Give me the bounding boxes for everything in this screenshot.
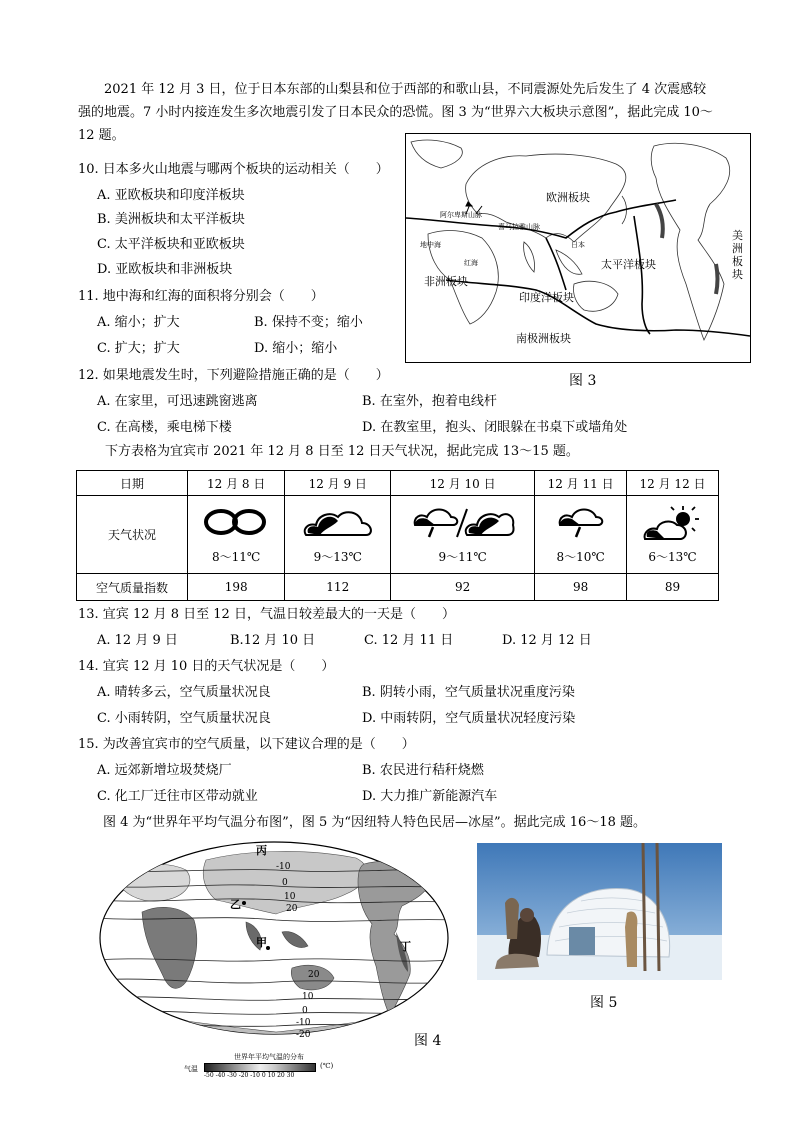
figure3-caption: 图 3	[569, 373, 597, 389]
label-red-sea: 红海	[464, 259, 478, 267]
q11-option-b[interactable]: B. 保持不变；缩小	[254, 315, 363, 330]
q13-stem: 13. 宜宾 12 月 8 日至 12 日，气温日较差最大的一天是（ ）	[78, 607, 455, 622]
isotherm-label: 10	[302, 992, 314, 1002]
label-jia: 甲	[256, 936, 267, 949]
isotherm-label: 20	[308, 970, 320, 980]
label-antarctic-plate: 南极洲板块	[516, 332, 571, 345]
temperature-map	[96, 840, 452, 1050]
label-pacific-plate: 太平洋板块	[601, 258, 656, 271]
temp-range: 6～13℃	[648, 549, 697, 564]
q10-option-c[interactable]: C. 太平洋板块和亚欧板块	[97, 237, 245, 252]
q10-stem: 10. 日本多火山地震与哪两个板块的运动相关（ ）	[78, 162, 389, 177]
label-himalaya: 喜马拉雅山脉	[498, 223, 540, 231]
q10-option-a[interactable]: A. 亚欧板块和印度洋板块	[97, 188, 245, 203]
label-america-3: 板	[732, 255, 743, 268]
haze-icon	[201, 505, 271, 539]
aqi-cell: 98	[535, 574, 627, 601]
label-america-1: 美	[732, 229, 743, 242]
label-japan: 日本	[571, 241, 585, 249]
q11-option-c[interactable]: C. 扩大；扩大	[97, 341, 180, 356]
q10-option-b[interactable]: B. 美洲板块和太平洋板块	[97, 212, 245, 227]
legend-ticks: -50 -40 -30 -20 -10 0 10 20 30	[204, 1072, 295, 1079]
figure5-caption: 图 5	[590, 995, 618, 1011]
q13-option-b[interactable]: B.12 月 10 日	[230, 633, 316, 648]
partly-cloudy-icon	[641, 505, 705, 543]
weather-cell	[188, 496, 285, 574]
label-indian-plate: 印度洋板块	[519, 291, 574, 304]
weather-cell	[535, 496, 627, 574]
q12-stem: 12. 如果地震发生时，下列避险措施正确的是（ ）	[78, 368, 389, 383]
aqi-cell: 198	[188, 574, 285, 601]
q15-option-a[interactable]: A. 远郊新增垃圾焚烧厂	[97, 763, 232, 778]
temp-range: 9～13℃	[313, 549, 362, 564]
label-alps: 阿尔卑斯山脉	[440, 211, 482, 219]
plates-map	[405, 133, 751, 363]
label-america-4: 块	[732, 268, 743, 281]
isotherm-label: -20	[296, 1030, 311, 1040]
q14-option-b[interactable]: B. 阴转小雨，空气质量状况重度污染	[362, 685, 575, 700]
q11-option-d[interactable]: D. 缩小；缩小	[254, 341, 338, 356]
date-cell: 12 月 11 日	[535, 471, 627, 496]
label-america-2: 洲	[732, 242, 743, 255]
q14-option-d[interactable]: D. 中雨转阴，空气质量状况轻度污染	[362, 711, 576, 726]
legend-title: 世界年平均气温的分布	[234, 1053, 304, 1061]
header-date: 日期	[77, 471, 188, 496]
cloudy-icon	[300, 505, 376, 539]
aqi-cell: 92	[391, 574, 535, 601]
light-rain-to-cloudy-icon	[411, 505, 515, 539]
q13-option-c[interactable]: C. 12 月 11 日	[364, 633, 454, 648]
date-cell: 12 月 9 日	[285, 471, 391, 496]
igloo-photo	[477, 843, 722, 980]
figures-intro: 图 4 为“世界年平均气温分布图”，图 5 为“因纽特人特色民居—冰屋”。据此完成 16～18 题。	[103, 815, 647, 830]
date-cell: 12 月 8 日	[188, 471, 285, 496]
label-ding: 丁	[400, 940, 411, 953]
q14-option-c[interactable]: C. 小雨转阴，空气质量状况良	[97, 711, 271, 726]
intro-paragraph: 2021 年 12 月 3 日，位于日本东部的山梨县和位于西部的和歌山县，不同震源处先后发生了 4 次震感较强的地震。7 小时内接连发生多次地震引发了日本民众的恐慌。图 3 为“世界六大板块示意图”，据此完成 10～12 题。	[78, 82, 713, 143]
aqi-cell: 112	[285, 574, 391, 601]
q12-option-b[interactable]: B. 在室外，抱着电线杆	[362, 394, 497, 409]
isotherm-label: -10	[276, 862, 291, 872]
q12-option-d[interactable]: D. 在教室里，抱头、闭眼躲在书桌下或墙角处	[362, 420, 628, 435]
weather-intro: 下方表格为宜宾市 2021 年 12 月 8 日至 12 日天气状况，据此完成 13～15 题。	[105, 444, 579, 459]
q12-option-a[interactable]: A. 在家里，可迅速跳窗逃离	[97, 394, 258, 409]
weather-table	[76, 470, 719, 601]
temp-range: 8～10℃	[556, 549, 605, 564]
label-bing: 丙	[256, 844, 267, 857]
q10-option-d[interactable]: D. 亚欧板块和非洲板块	[97, 262, 233, 277]
isotherm-label: 0	[282, 878, 288, 888]
label-yi: 乙	[230, 898, 241, 911]
date-cell: 12 月 12 日	[627, 471, 719, 496]
q15-option-d[interactable]: D. 大力推广新能源汽车	[362, 789, 498, 804]
q12-option-c[interactable]: C. 在高楼，乘电梯下楼	[97, 420, 232, 435]
temperature-map-svg	[96, 840, 452, 1050]
legend-unit: (℃)	[320, 1062, 334, 1070]
aqi-cell: 89	[627, 574, 719, 601]
q11-stem: 11. 地中海和红海的面积将分别会（ ）	[78, 289, 324, 304]
header-aqi: 空气质量指数	[77, 574, 188, 601]
figure4-caption: 图 4	[414, 1033, 442, 1049]
label-eurasian-plate: 欧洲板块	[546, 191, 590, 204]
isotherm-label: 0	[302, 1006, 308, 1016]
temp-range: 9～11℃	[438, 549, 487, 564]
weather-cell	[285, 496, 391, 574]
q15-option-c[interactable]: C. 化工厂迁往市区带动就业	[97, 789, 258, 804]
q15-option-b[interactable]: B. 农民进行秸秆烧燃	[362, 763, 484, 778]
weather-cell	[391, 496, 535, 574]
header-weather: 天气状况	[77, 496, 188, 574]
q13-option-a[interactable]: A. 12 月 9 日	[97, 633, 178, 648]
light-rain-icon	[556, 505, 606, 539]
date-cell: 12 月 10 日	[391, 471, 535, 496]
isotherm-label: 10	[284, 892, 296, 902]
q14-stem: 14. 宜宾 12 月 10 日的天气状况是（ ）	[78, 659, 335, 674]
legend-gradient-bar	[204, 1063, 316, 1072]
temp-range: 8～11℃	[212, 549, 261, 564]
isotherm-label: -10	[296, 1018, 311, 1028]
isotherm-label: 20	[286, 904, 298, 914]
q14-option-a[interactable]: A. 晴转多云，空气质量状况良	[97, 685, 271, 700]
weather-cell	[627, 496, 719, 574]
q11-option-a[interactable]: A. 缩小；扩大	[97, 315, 180, 330]
label-african-plate: 非洲板块	[424, 275, 468, 288]
igloo-photo-svg	[477, 843, 722, 980]
q15-stem: 15. 为改善宜宾市的空气质量，以下建议合理的是（ ）	[78, 737, 415, 752]
q13-option-d[interactable]: D. 12 月 12 日	[502, 633, 592, 648]
legend-label: 气温	[184, 1065, 198, 1073]
label-mediterranean: 地中海	[420, 241, 441, 249]
